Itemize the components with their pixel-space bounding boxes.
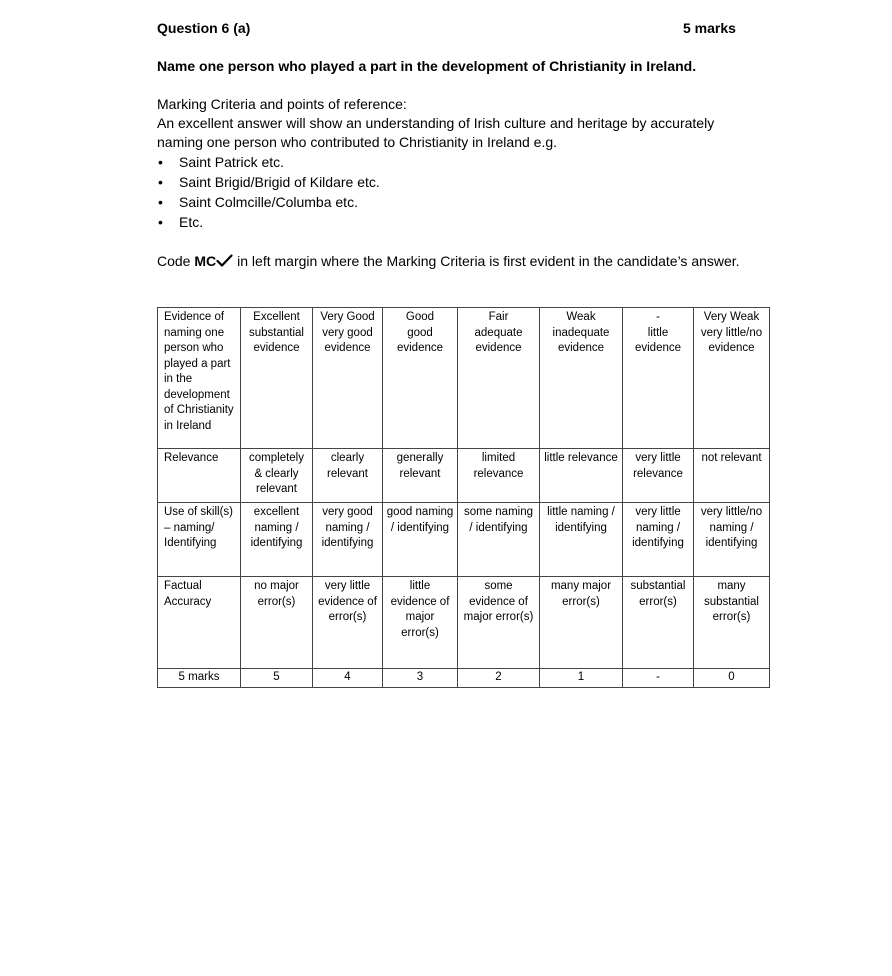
rubric-row	[158, 308, 770, 449]
example-item: • Etc.	[157, 212, 757, 232]
mark-value: 1	[540, 669, 623, 688]
rubric-row	[158, 449, 770, 503]
descriptor: little naming / identifying	[540, 503, 623, 577]
descriptor: little evidence of major error(s)	[383, 577, 458, 669]
grade-header: Good	[405, 311, 435, 323]
mark-value: 0	[694, 669, 770, 688]
code-label: MC	[194, 253, 217, 269]
rubric-total-row	[158, 669, 770, 688]
descriptor: adequate evidence	[474, 326, 523, 354]
rubric-row	[158, 503, 770, 577]
example-list	[157, 152, 757, 232]
code-instruction	[157, 252, 757, 271]
mark-value: 3	[383, 669, 458, 688]
grade-header: Fair	[488, 311, 509, 323]
descriptor: substantial error(s)	[623, 577, 694, 669]
rubric-cell	[241, 308, 313, 449]
descriptor: clearly relevant	[313, 449, 383, 503]
row-label: Relevance	[158, 449, 241, 503]
mark-value: 2	[458, 669, 540, 688]
question-marks: 5 marks	[683, 20, 736, 36]
row-label: Evidence of naming one person who played a part in the development of Christianity in Ireland	[158, 308, 241, 449]
rubric-row	[158, 577, 770, 669]
question-title: Question 6 (a)	[157, 20, 251, 36]
mark-value: 5	[241, 669, 313, 688]
descriptor: little evidence	[634, 326, 682, 354]
question-prompt: Name one person who played a part in the development of Christianity in Ireland.	[157, 58, 697, 74]
descriptor: substantial evidence	[249, 326, 304, 354]
rubric-cell	[313, 308, 383, 449]
descriptor: very good naming / identifying	[313, 503, 383, 577]
descriptor: very little naming / identifying	[623, 503, 694, 577]
descriptor: very good evidence	[322, 326, 373, 354]
rubric-table	[157, 307, 770, 688]
rubric-cell	[540, 308, 623, 449]
descriptor: little relevance	[540, 449, 623, 503]
grade-header: Weak	[566, 311, 596, 323]
descriptor: completely & clearly relevant	[241, 449, 313, 503]
descriptor: good evidence	[396, 326, 444, 354]
descriptor: good naming / identifying	[383, 503, 458, 577]
descriptor: some naming / identifying	[458, 503, 540, 577]
criteria-description: An excellent answer will show an understanding of Irish culture and heritage by accurately naming one person who contributed to Christianity in Ireland e.g.	[157, 115, 715, 150]
mark-value: 4	[313, 669, 383, 688]
example-item: • Saint Patrick etc.	[157, 152, 757, 172]
descriptor: some evidence of major error(s)	[458, 577, 540, 669]
example-item: • Saint Colmcille/Columba etc.	[157, 192, 757, 212]
marking-criteria	[157, 95, 757, 232]
total-label: 5 marks	[158, 669, 241, 688]
example-item: • Saint Brigid/Brigid of Kildare etc.	[157, 172, 757, 192]
code-suffix: in left margin where the Marking Criteria is first evident in the candidate’s answer.	[237, 253, 740, 269]
descriptor: not relevant	[694, 449, 770, 503]
rubric-cell	[623, 308, 694, 449]
rubric-cell	[383, 308, 458, 449]
descriptor: inadequate evidence	[552, 326, 610, 354]
rubric-cell	[694, 308, 770, 449]
descriptor: very little evidence of error(s)	[313, 577, 383, 669]
criteria-heading: Marking Criteria and points of reference:	[157, 96, 407, 112]
code-prefix: Code	[157, 253, 191, 269]
descriptor: many substantial error(s)	[694, 577, 770, 669]
descriptor: limited relevance	[458, 449, 540, 503]
descriptor: very little relevance	[623, 449, 694, 503]
row-label: Factual Accuracy	[158, 577, 241, 669]
grade-header: Very Weak	[703, 311, 760, 323]
descriptor: excellent naming / identifying	[241, 503, 313, 577]
grade-header: Very Good	[320, 311, 375, 323]
descriptor: many major error(s)	[540, 577, 623, 669]
grade-header: -	[656, 311, 660, 323]
descriptor: very little/no evidence	[700, 326, 763, 354]
descriptor: generally relevant	[383, 449, 458, 503]
descriptor: very little/no naming / identifying	[694, 503, 770, 577]
check-icon	[216, 254, 233, 267]
grade-header: Excellent	[253, 311, 300, 323]
mark-value: -	[623, 669, 694, 688]
rubric-cell	[458, 308, 540, 449]
descriptor: no major error(s)	[241, 577, 313, 669]
row-label: Use of skill(s) – naming/ Identifying	[158, 503, 241, 577]
